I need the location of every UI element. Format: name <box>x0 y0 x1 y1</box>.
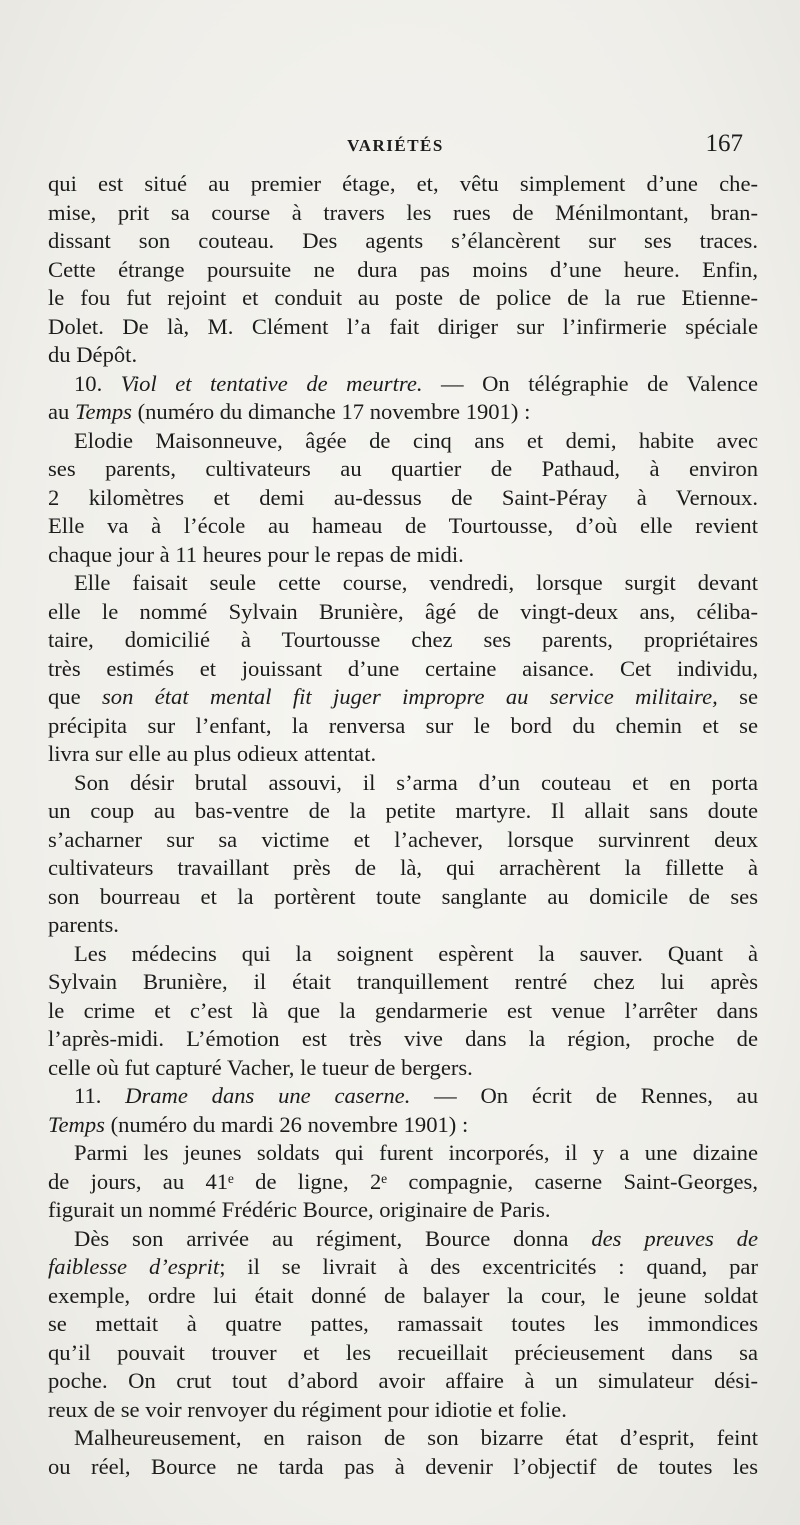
text-line: s’acharner sur sa victime et l’achever, lorsque survinrent deux <box>48 826 758 852</box>
text-line: ou réel, Bource ne tarda pas à devenir l’objectif de toutes les <box>48 1453 758 1479</box>
text-line: du Dépôt. <box>48 342 138 367</box>
text-line: cultivateurs travaillant près de là, qui arrachèrent la fillette à <box>48 855 758 880</box>
text-line: son bourreau et la portèrent toute sanglante au domicile de ses <box>48 883 758 909</box>
text-line: figurait un nommé Frédéric Bource, originaire de Paris. <box>48 1197 551 1222</box>
text-segment: Dès son arrivée au régiment, Bource donna <box>74 1225 592 1251</box>
text-line: Les médecins qui la soignent espèrent la sauver. Quant à <box>74 940 758 966</box>
text-line: livra sur elle au plus odieux attentat. <box>48 741 377 766</box>
text-line: Dolet. De là, M. Clément l’a fait diriger sur l’infirmerie spéciale <box>48 313 758 339</box>
text-line: ses parents, cultivateurs au quartier de Pathaud, à environ <box>48 456 758 481</box>
italic-text: Temps <box>74 399 132 424</box>
text-line: elle le nommé Sylvain Brunière, âgé de vingt-deux ans, céliba- <box>48 598 758 624</box>
text-line: parents. <box>48 912 119 937</box>
text-line <box>48 370 758 399</box>
text-line: mise, prit sa course à travers les rues de Ménilmontant, bran- <box>48 199 758 225</box>
text-line: reux de se voir renvoyer du régiment pour idiotie et folie. <box>48 1396 567 1422</box>
text-segment: (numéro du mardi 26 novembre 1901) : <box>104 1111 469 1137</box>
text-line: Son désir brutal assouvi, il s’arma d’un couteau et en porta <box>74 769 758 795</box>
text-line: celle où fut capturé Vacher, le tueur de bergers. <box>48 1054 473 1080</box>
text-line: qui est situé au premier étage, et, vêtu simplement d’une che- <box>48 171 758 196</box>
text-line: Sylvain Brunière, il était tranquillement rentré chez lui après <box>48 969 758 994</box>
text-line: poche. On crut tout d’abord avoir affaire à un simulateur dési- <box>48 1368 758 1393</box>
text-line: 2 kilomètres et demi au-dessus de Saint-Péray à Vernoux. <box>48 484 758 510</box>
text-line <box>48 683 758 712</box>
text-line: l’après-midi. L’émotion est très vive dans la région, proche de <box>48 1026 758 1051</box>
text-line <box>48 1111 758 1140</box>
text-line: de jours, au 41ᵉ de ligne, 2ᵉ compagnie, caserne Saint-Georges, <box>48 1168 758 1194</box>
text-line: le crime et c’est là que la gendarmerie est venue l’arrêter dans <box>48 997 758 1023</box>
text-line <box>48 1253 758 1282</box>
text-segment: (numéro du dimanche 17 novembre 1901) : <box>131 399 531 424</box>
text-line: Parmi les jeunes soldats qui furent incorporés, il y a une dizaine <box>74 1140 758 1165</box>
text-segment: se <box>717 684 758 709</box>
text-segment: — On télégraphie de Valence <box>422 370 758 396</box>
text-line: le fou fut rejoint et conduit au poste de police de la rue Etienne- <box>48 285 758 310</box>
text-line <box>48 1082 758 1111</box>
text-line: dissant son couteau. Des agents s’élancèrent sur ses traces. <box>48 228 758 253</box>
italic-text: son état mental fit juger impropre au service militaire, <box>102 684 718 709</box>
text-segment: que <box>48 684 102 709</box>
text-line: un coup au bas-ventre de la petite martyre. Il allait sans doute <box>48 798 758 823</box>
italic-text: des preuves de <box>591 1225 758 1251</box>
running-head: VARIÉTÉS <box>347 136 444 155</box>
text-segment: — On écrit de Rennes, au <box>410 1083 758 1108</box>
italic-text: Temps <box>48 1111 105 1137</box>
text-line: se mettait à quatre pattes, ramassait toutes les immondices <box>48 1311 758 1336</box>
text-line <box>48 398 758 427</box>
text-line: Cette étrange poursuite ne dura pas moins d’une heure. Enfin, <box>48 256 758 282</box>
text-line: Elle va à l’école au hameau de Tourtousse, d’où elle revient <box>48 513 758 538</box>
text-line: précipita sur l’enfant, la renversa sur le bord du chemin et se <box>48 712 758 738</box>
page-number: 167 <box>705 130 743 157</box>
text-line: Elodie Maisonneuve, âgée de cinq ans et demi, habite avec <box>74 427 758 453</box>
text-line: Malheureusement, en raison de son bizarre état d’esprit, feint <box>74 1425 758 1450</box>
text-line: taire, domicilié à Tourtousse chez ses parents, propriétaires <box>48 627 758 652</box>
italic-text: Drame dans une caserne. <box>125 1083 411 1108</box>
text-line: chaque jour à 11 heures pour le repas de midi. <box>48 541 464 567</box>
text-line: très estimés et jouissant d’une certaine aisance. Cet individu, <box>48 655 758 681</box>
text-segment: au <box>48 399 75 424</box>
text-segment: ; il se livrait à des excentricités : quand, par <box>219 1254 758 1279</box>
body-text <box>48 170 758 1481</box>
text-line: exemple, ordre lui était donné de balayer la cour, le jeune soldat <box>48 1282 758 1308</box>
text-segment: 11. <box>74 1083 126 1108</box>
text-segment: 10. <box>74 370 121 396</box>
italic-text: Viol et tentative de meurtre. <box>120 370 423 396</box>
italic-text: faiblesse d’esprit <box>48 1254 220 1279</box>
page-header <box>48 130 743 162</box>
text-line <box>48 1225 758 1254</box>
text-line: qu’il pouvait trouver et les recueillait précieusement dans sa <box>48 1339 758 1365</box>
text-line: Elle faisait seule cette course, vendredi, lorsque surgit devant <box>74 570 758 595</box>
